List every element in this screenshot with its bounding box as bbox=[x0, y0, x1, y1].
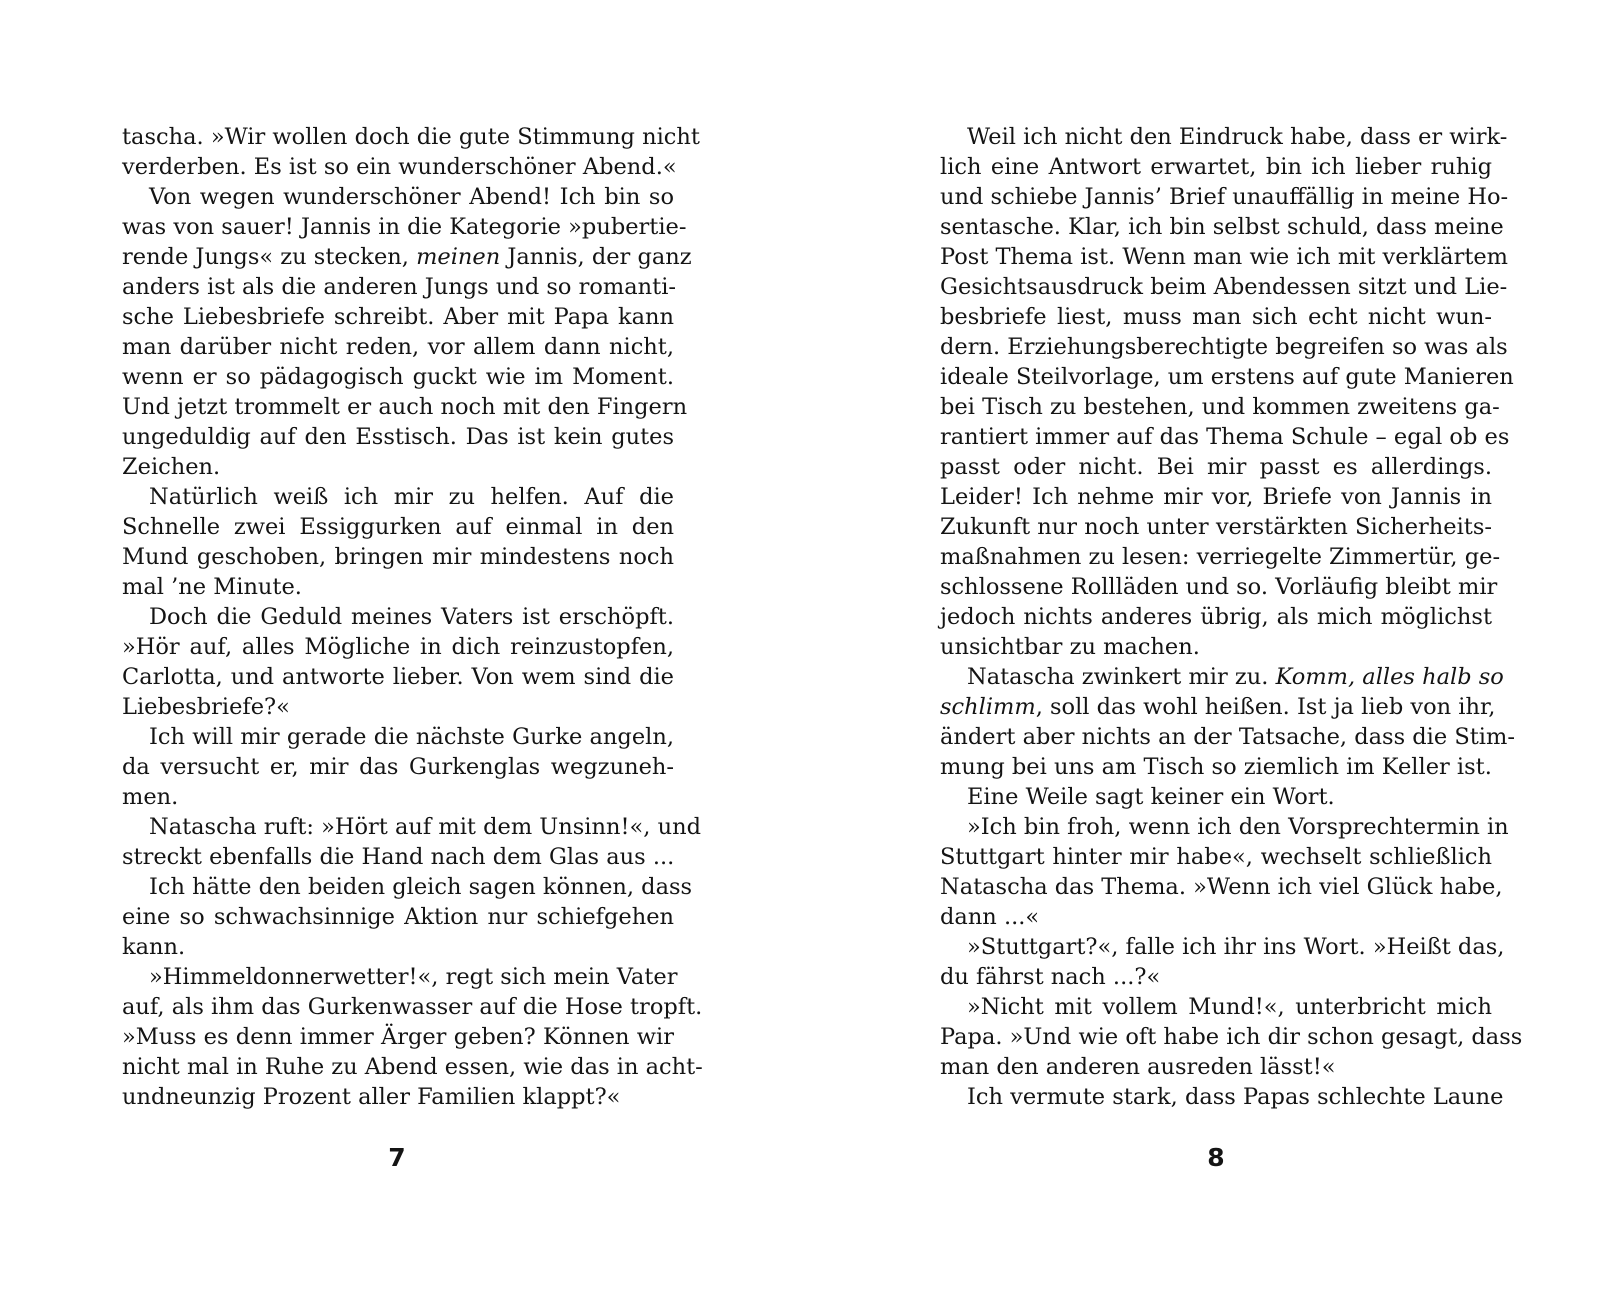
text-segment: dann ...« bbox=[940, 904, 1040, 930]
text-line bbox=[940, 452, 1492, 482]
text-segment: wenn er so pädagogisch guckt wie im Moment. bbox=[122, 364, 674, 390]
text-line bbox=[122, 932, 674, 962]
text-segment: anders ist als die anderen Jungs und so romanti- bbox=[122, 274, 676, 300]
text-line bbox=[122, 152, 677, 182]
text-line bbox=[122, 1082, 674, 1112]
text-segment: verderben. Es ist so ein wunderschöner Abend.« bbox=[122, 154, 677, 180]
text-segment: Von wegen wunderschöner Abend! Ich bin so bbox=[149, 184, 674, 210]
text-line bbox=[940, 1052, 1492, 1082]
text-line bbox=[122, 902, 674, 932]
text-line bbox=[940, 902, 1492, 932]
text-line bbox=[940, 992, 1492, 1022]
text-segment: Eine Weile sagt keiner ein Wort. bbox=[967, 784, 1335, 810]
text-line bbox=[122, 782, 674, 812]
text-line bbox=[122, 362, 674, 392]
text-line bbox=[122, 482, 674, 512]
text-segment: nicht mal in Ruhe zu Abend essen, wie das in acht- bbox=[122, 1054, 703, 1080]
text-segment: maßnahmen zu lesen: verriegelte Zimmertür, ge- bbox=[940, 544, 1501, 570]
page-number-left: 7 bbox=[388, 1143, 406, 1172]
text-segment: schlossene Rollläden und so. Vorläufig bleibt mir bbox=[940, 574, 1498, 600]
text-segment: Gesichtsausdruck beim Abendessen sitzt und Lie- bbox=[940, 274, 1508, 300]
text-line bbox=[940, 122, 1508, 152]
text-segment: ändert aber nichts an der Tatsache, dass die Stim- bbox=[940, 724, 1515, 750]
text-line bbox=[940, 752, 1492, 782]
text-segment: tascha. »Wir wollen doch die gute Stimmung nicht bbox=[122, 124, 700, 150]
text-line bbox=[122, 992, 703, 1022]
text-segment: Carlotta, und antworte lieber. Von wem sind die bbox=[122, 664, 674, 690]
text-segment: Mund geschoben, bringen mir mindestens noch bbox=[122, 544, 674, 570]
text-line bbox=[940, 722, 1515, 752]
text-line bbox=[940, 422, 1510, 452]
text-segment: unsichtbar zu machen. bbox=[940, 634, 1200, 660]
text-segment: Jannis, der ganz bbox=[500, 244, 692, 270]
text-line bbox=[940, 692, 1496, 722]
text-segment: Schnelle zwei Essiggurken auf einmal in den bbox=[122, 514, 674, 540]
text-segment: men. bbox=[122, 784, 179, 810]
text-line bbox=[940, 1082, 1504, 1112]
text-segment: dern. Erziehungsberechtigte begreifen so was als bbox=[940, 334, 1508, 360]
text-line bbox=[940, 962, 1492, 992]
text-segment: mal ’ne Minute. bbox=[122, 574, 302, 600]
text-segment: Und jetzt trommelt er auch noch mit den Fingern bbox=[122, 394, 688, 420]
text-line bbox=[122, 842, 674, 872]
text-line bbox=[940, 572, 1498, 602]
text-line bbox=[940, 302, 1492, 332]
text-segment: lich eine Antwort erwartet, bin ich lieber ruhig bbox=[940, 154, 1492, 180]
text-line bbox=[940, 1022, 1523, 1052]
text-line bbox=[122, 572, 674, 602]
text-segment: Weil ich nicht den Eindruck habe, dass er wirk- bbox=[967, 124, 1508, 150]
text-line bbox=[940, 152, 1492, 182]
text-line bbox=[940, 512, 1492, 542]
text-segment: ungeduldig auf den Esstisch. Das ist kein gutes bbox=[122, 424, 674, 450]
text-line bbox=[122, 542, 674, 572]
text-segment: auf, als ihm das Gurkenwasser auf die Hose tropft. bbox=[122, 994, 703, 1020]
text-segment: man darüber nicht reden, vor allem dann nicht, bbox=[122, 334, 674, 360]
text-segment: Ich hätte den beiden gleich sagen können, dass bbox=[149, 874, 693, 900]
text-segment: , soll das wohl heißen. Ist ja lieb von ihr, bbox=[1035, 694, 1496, 720]
text-segment: passt oder nicht. Bei mir passt es allerdings. bbox=[940, 454, 1492, 480]
italic-text: schlimm bbox=[940, 694, 1036, 720]
text-line bbox=[122, 962, 678, 992]
text-segment: sentasche. Klar, ich bin selbst schuld, dass meine bbox=[940, 214, 1504, 240]
text-segment: Post Thema ist. Wenn man wie ich mit verklärtem bbox=[940, 244, 1509, 270]
text-line bbox=[122, 872, 693, 902]
text-line bbox=[940, 482, 1492, 512]
text-segment: rantiert immer auf das Thema Schule – egal ob es bbox=[940, 424, 1510, 450]
text-segment: »Nicht mit vollem Mund!«, unterbricht mich bbox=[967, 994, 1492, 1020]
text-line bbox=[122, 752, 674, 782]
text-line bbox=[940, 932, 1505, 962]
text-line bbox=[122, 1022, 674, 1052]
text-line bbox=[940, 182, 1509, 212]
right-page-text bbox=[940, 122, 1523, 1112]
text-line bbox=[940, 662, 1504, 692]
text-segment: Doch die Geduld meines Vaters ist erschöpft. bbox=[149, 604, 674, 630]
text-line bbox=[940, 392, 1500, 422]
text-segment: Natascha zwinkert mir zu. bbox=[967, 664, 1276, 690]
text-segment: »Ich bin froh, wenn ich den Vorsprechtermin in bbox=[967, 814, 1509, 840]
text-line bbox=[122, 602, 674, 632]
text-line bbox=[940, 272, 1508, 302]
text-line bbox=[122, 392, 688, 422]
text-segment: mung bei uns am Tisch so ziemlich im Keller ist. bbox=[940, 754, 1492, 780]
text-segment: besbriefe liest, muss man sich echt nicht wun- bbox=[940, 304, 1492, 330]
text-line bbox=[940, 602, 1492, 632]
text-segment: »Himmeldonnerwetter!«, regt sich mein Vater bbox=[149, 964, 678, 990]
text-line bbox=[122, 662, 674, 692]
text-line bbox=[940, 362, 1514, 392]
italic-text: Komm, alles halb so bbox=[1275, 664, 1504, 690]
text-segment: undneunzig Prozent aller Familien klappt?« bbox=[122, 1084, 621, 1110]
text-segment: streckt ebenfalls die Hand nach dem Glas aus ... bbox=[122, 844, 675, 870]
text-segment: Zeichen. bbox=[122, 454, 221, 480]
text-line bbox=[940, 542, 1501, 572]
text-line bbox=[940, 632, 1492, 662]
text-line bbox=[940, 332, 1508, 362]
text-segment: Zukunft nur noch unter verstärkten Sicherheits- bbox=[940, 514, 1492, 540]
text-segment: »Muss es denn immer Ärger geben? Können wir bbox=[122, 1024, 674, 1050]
text-line bbox=[940, 212, 1504, 242]
text-segment: »Hör auf, alles Mögliche in dich reinzustopfen, bbox=[122, 634, 674, 660]
text-line bbox=[122, 1052, 703, 1082]
text-line bbox=[940, 842, 1492, 872]
text-segment: Ich vermute stark, dass Papas schlechte Laune bbox=[967, 1084, 1504, 1110]
text-line bbox=[122, 242, 692, 272]
page-number-right: 8 bbox=[1207, 1143, 1225, 1172]
text-segment: Natürlich weiß ich mir zu helfen. Auf die bbox=[149, 484, 674, 510]
text-segment: jedoch nichts anderes übrig, als mich möglichst bbox=[940, 604, 1492, 630]
left-page-text bbox=[122, 122, 703, 1112]
text-segment: Natascha das Thema. »Wenn ich viel Glück habe, bbox=[940, 874, 1503, 900]
text-line bbox=[122, 122, 700, 152]
text-line bbox=[122, 422, 674, 452]
text-line bbox=[122, 212, 687, 242]
text-line bbox=[122, 722, 674, 752]
text-line bbox=[122, 512, 674, 542]
text-line bbox=[940, 812, 1509, 842]
text-segment: eine so schwachsinnige Aktion nur schiefgehen bbox=[122, 904, 674, 930]
text-segment: was von sauer! Jannis in die Kategorie »pubertie- bbox=[122, 214, 687, 240]
text-segment: sche Liebesbriefe schreibt. Aber mit Papa kann bbox=[122, 304, 674, 330]
text-segment: Leider! Ich nehme mir vor, Briefe von Jannis in bbox=[940, 484, 1492, 510]
text-line bbox=[122, 812, 701, 842]
text-line bbox=[122, 272, 674, 302]
text-line bbox=[122, 182, 674, 212]
text-line bbox=[122, 302, 674, 332]
text-segment: man den anderen ausreden lässt!« bbox=[940, 1054, 1336, 1080]
text-line bbox=[122, 692, 674, 722]
text-line bbox=[122, 452, 674, 482]
text-line bbox=[940, 242, 1509, 272]
text-segment: rende Jungs« zu stecken, bbox=[122, 244, 417, 270]
text-segment: Ich will mir gerade die nächste Gurke angeln, bbox=[149, 724, 674, 750]
text-segment: bei Tisch zu bestehen, und kommen zweitens ga- bbox=[940, 394, 1500, 420]
text-segment: »Stuttgart?«, falle ich ihr ins Wort. »Heißt das, bbox=[967, 934, 1505, 960]
text-line bbox=[940, 782, 1492, 812]
text-segment: ideale Steilvorlage, um erstens auf gute Manieren bbox=[940, 364, 1514, 390]
text-segment: Liebesbriefe?« bbox=[122, 694, 290, 720]
text-segment: Stuttgart hinter mir habe«, wechselt schließlich bbox=[940, 844, 1492, 870]
text-line bbox=[940, 872, 1503, 902]
text-segment: kann. bbox=[122, 934, 186, 960]
text-segment: du fährst nach ...?« bbox=[940, 964, 1161, 990]
text-line bbox=[122, 332, 674, 362]
text-line bbox=[122, 632, 674, 662]
text-segment: da versucht er, mir das Gurkenglas wegzuneh- bbox=[122, 754, 674, 780]
text-segment: Natascha ruft: »Hört auf mit dem Unsinn!«, und bbox=[149, 814, 701, 840]
text-segment: und schiebe Jannis’ Brief unauffällig in meine Ho- bbox=[940, 184, 1509, 210]
text-segment: Papa. »Und wie oft habe ich dir schon gesagt, dass bbox=[940, 1024, 1523, 1050]
italic-text: meinen bbox=[416, 244, 501, 270]
